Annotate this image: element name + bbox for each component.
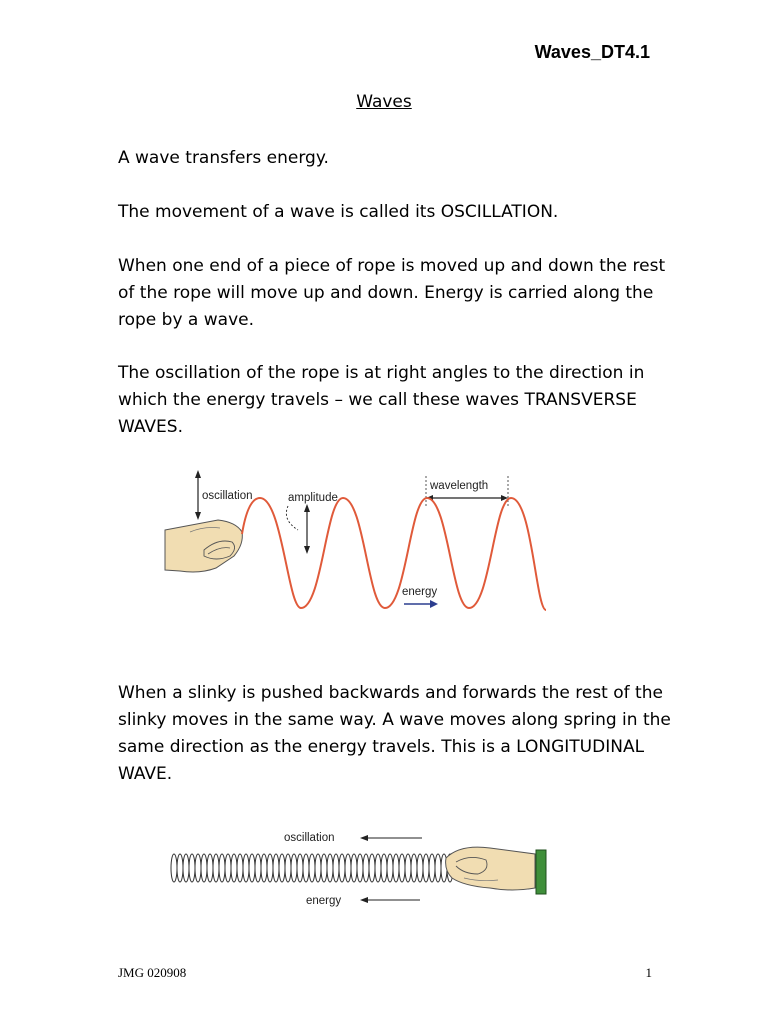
paragraph-longitudinal: When a slinky is pushed backwards and forwards the rest of the slinky moves in the same way. A wave moves along spring in the same direction as the energy travels. This is a LONGITUDINAL WAVE. bbox=[118, 683, 671, 784]
amplitude-label: amplitude bbox=[288, 492, 338, 504]
longitudinal-wave-diagram bbox=[160, 818, 560, 918]
transverse-wave-figure bbox=[160, 468, 560, 618]
slinky-handle bbox=[536, 850, 546, 894]
oscillation-label-longitudinal: oscillation bbox=[284, 832, 335, 844]
hand-icon bbox=[165, 520, 242, 572]
document-id: Waves_DT4.1 bbox=[534, 42, 650, 62]
oscillation-arrow-icon bbox=[195, 470, 201, 520]
transverse-wave-diagram bbox=[160, 468, 560, 618]
amplitude-arrow-icon bbox=[286, 504, 310, 554]
paragraph-transverse: The oscillation of the rope is at right angles to the direction in which the energy travels – we call these waves TRANSVERSE WAVES. bbox=[118, 363, 645, 437]
paragraph-oscillation: The movement of a wave is called its OSCILLATION. bbox=[118, 202, 559, 222]
paragraph-rope: When one end of a piece of rope is moved up and down the rest of the rope will move up and down. Energy is carried along the rope by a wave. bbox=[118, 256, 666, 330]
transverse-wave-line bbox=[242, 498, 546, 610]
longitudinal-wave-figure bbox=[160, 818, 560, 918]
page-title: Waves bbox=[356, 92, 412, 112]
oscillation-arrow-left-icon bbox=[360, 835, 422, 841]
energy-arrow-icon bbox=[404, 600, 438, 608]
page-number: 1 bbox=[645, 965, 652, 980]
energy-label-longitudinal: energy bbox=[306, 895, 342, 907]
oscillation-label: oscillation bbox=[202, 490, 253, 502]
slinky-spring bbox=[171, 854, 453, 882]
hand-icon-longitudinal bbox=[446, 847, 535, 890]
energy-arrow-left-icon bbox=[360, 897, 420, 903]
paragraph-energy: A wave transfers energy. bbox=[118, 148, 329, 168]
energy-label: energy bbox=[402, 586, 438, 598]
wavelength-label: wavelength bbox=[430, 480, 489, 492]
footer-author-code: JMG 020908 bbox=[118, 965, 187, 980]
